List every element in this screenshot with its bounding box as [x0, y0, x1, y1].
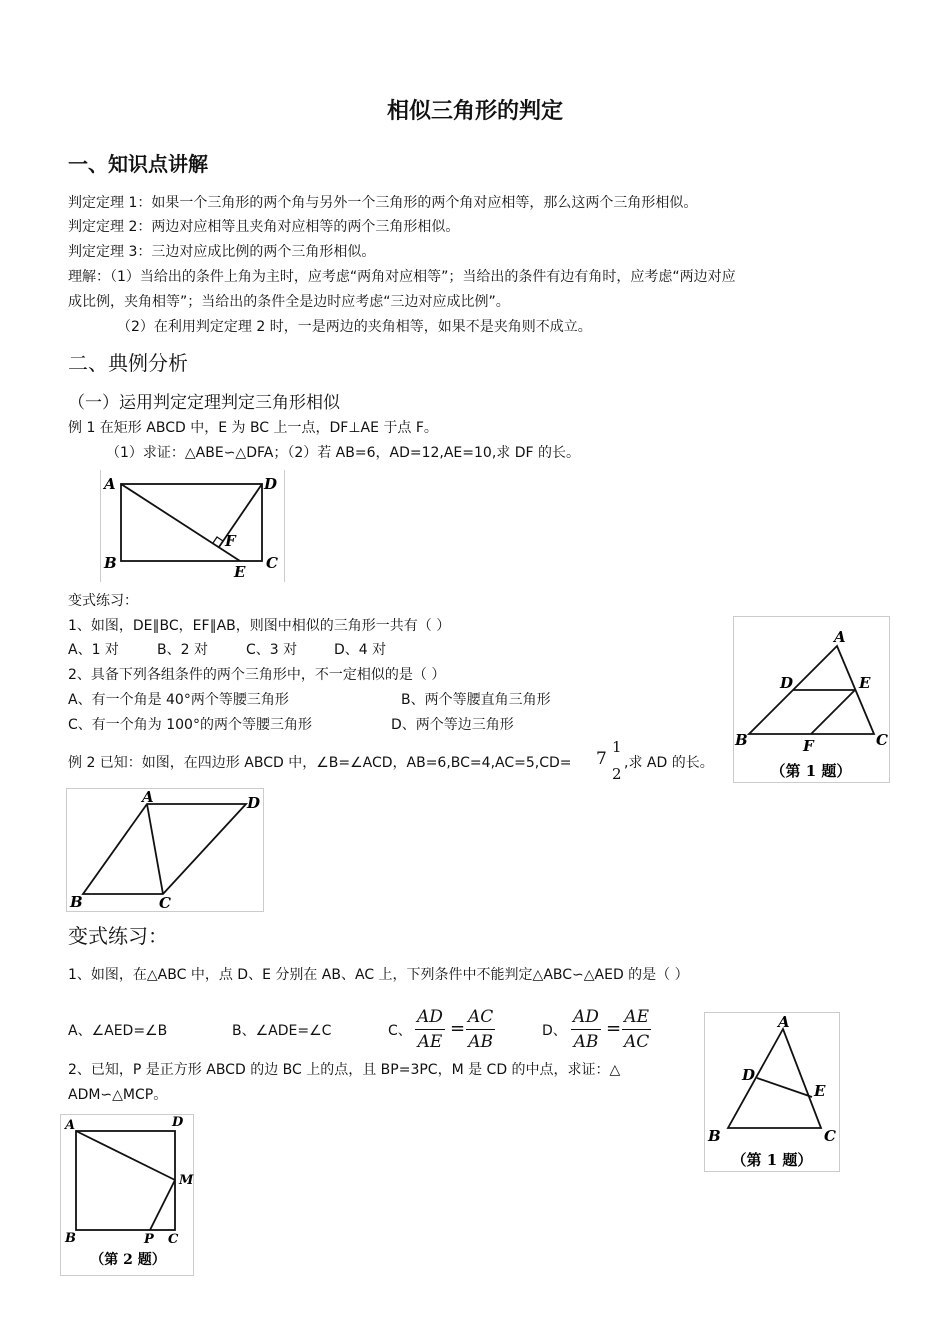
fraction-numerator: AD [571, 1005, 601, 1030]
example-1-figure [100, 470, 285, 582]
equals-sign: = [606, 1018, 622, 1039]
understanding-line-3: （2）在利用判定定理 2 时，一是两边的夹角相等，如果不是夹角则不成立。 [117, 319, 592, 335]
mixed-number-denominator: 2 [612, 765, 622, 783]
theorem-1: 判定定理 1：如果一个三角形的两个角与另外一个三角形的两个角对应相等，那么这两个三角形相似。 [68, 195, 698, 211]
understanding-line-1: 理解：（1）当给出的条件上角为主时，应考虑“两角对应相等”；当给出的条件有边有角时，应考虑“两边对应 [68, 269, 736, 285]
fraction-denominator: AB [573, 1032, 599, 1052]
fraction-denominator: AB [468, 1032, 494, 1052]
variation-q2: 2、具备下列各组条件的两个三角形中，不一定相似的是（ ） [68, 667, 446, 683]
fraction-numerator: AE [622, 1005, 651, 1030]
figure-caption: （第 1 题） [770, 762, 852, 780]
label-a: A [834, 628, 846, 646]
fraction-numerator: AC [466, 1005, 495, 1030]
label-a: A [65, 1118, 76, 1133]
figure-q1-triangle-def [733, 616, 890, 783]
label-b: B [104, 554, 117, 572]
label-c: C [159, 894, 171, 912]
variation-q1-option-c: C、3 对 [246, 642, 298, 658]
variation-q2-option-a: A、有一个角是 40°两个等腰三角形 [68, 692, 289, 708]
variation-q1-option-d: D、4 对 [334, 642, 387, 658]
variation-heading-2: 变式练习： [68, 924, 168, 948]
section3-q1-option-d-label: D、 [542, 1023, 567, 1039]
figure-section3-q2-square [60, 1114, 194, 1276]
section-heading-examples: 二、典例分析 [68, 351, 188, 375]
page-title: 相似三角形的判定 [386, 99, 563, 124]
fraction-numerator: AD [415, 1005, 445, 1030]
example-2-question: ,求 AD 的长。 [624, 755, 714, 771]
label-c: C [266, 554, 278, 572]
fraction-denominator: AE [417, 1032, 443, 1052]
label-p: P [144, 1232, 154, 1247]
example-1-questions: （1）求证：△ABE∽△DFA；（2）若 AB=6，AD=12,AE=10,求 DF 的长。 [106, 445, 581, 461]
variation-q2-option-b: B、两个等腰直角三角形 [401, 692, 551, 708]
section3-q2-line-1: 2、已知，P 是正方形 ABCD 的边 BC 上的点，且 BP=3PC，M 是 CD 的中点，求证：△ [68, 1062, 621, 1078]
figure-caption: （第 2 题） [90, 1252, 166, 1268]
variation-q1: 1、如图，DE∥BC，EF∥AB，则图中相似的三角形一共有（ ） [68, 618, 451, 634]
label-b: B [65, 1231, 76, 1246]
example-1-statement: 例 1 在矩形 ABCD 中，E 为 BC 上一点，DF⊥AE 于点 F。 [68, 420, 438, 436]
fraction-denominator: AC [624, 1032, 650, 1052]
understanding-line-2: 成比例，夹角相等”；当给出的条件全是边时应考虑“三边对应成比例”。 [68, 294, 510, 310]
label-a: A [104, 475, 116, 493]
section-heading-knowledge: 一、知识点讲解 [68, 152, 208, 176]
label-d: D [780, 674, 794, 692]
label-c: C [168, 1232, 179, 1247]
label-b: B [735, 731, 748, 749]
example-2-figure [66, 788, 264, 912]
label-e: E [234, 563, 246, 581]
label-d: D [247, 794, 261, 812]
label-f: F [225, 532, 236, 550]
variation-q2-option-d: D、两个等边三角形 [391, 717, 514, 733]
option-d-fraction-left [571, 1005, 601, 1054]
label-a: A [778, 1013, 790, 1031]
label-b: B [708, 1127, 721, 1145]
label-f: F [803, 737, 814, 755]
label-m: M [179, 1173, 194, 1188]
option-c-fraction-left [415, 1005, 445, 1054]
option-d-fraction-right [622, 1005, 651, 1054]
section3-q1: 1、如图，在△ABC 中，点 D、E 分别在 AB、AC 上，下列条件中不能判定△ABC∽△AED 的是（ ） [68, 967, 689, 983]
theorem-2: 判定定理 2：两边对应相等且夹角对应相等的两个三角形相似。 [68, 219, 460, 235]
label-e: E [814, 1082, 826, 1100]
variation-q2-option-c: C、有一个角为 100°的两个等腰三角形 [68, 717, 312, 733]
section3-q1-option-c-label: C、 [388, 1023, 412, 1039]
section3-q2-line-2: ADM∽△MCP。 [68, 1087, 168, 1103]
label-d: D [264, 475, 278, 493]
label-b: B [70, 893, 83, 911]
example-2-statement: 例 2 已知：如图，在四边形 ABCD 中，∠B=∠ACD，AB=6,BC=4,AC=5,CD= [68, 755, 572, 771]
label-a: A [142, 788, 154, 806]
label-d: D [742, 1066, 756, 1084]
variation-heading-1: 变式练习： [68, 593, 138, 609]
label-d: D [172, 1115, 184, 1130]
theorem-3: 判定定理 3：三边对应成比例的两个三角形相似。 [68, 244, 376, 260]
mixed-number-whole: 7 [596, 749, 607, 769]
mixed-number-numerator: 1 [612, 738, 622, 756]
label-c: C [876, 731, 888, 749]
figure-caption: （第 1 题） [731, 1151, 813, 1169]
variation-q1-option-a: A、1 对 [68, 642, 119, 658]
subsection-heading: （一）运用判定定理判定三角形相似 [68, 393, 340, 413]
section3-q1-option-b: B、∠ADE=∠C [232, 1023, 332, 1039]
label-c: C [824, 1127, 836, 1145]
label-e: E [859, 674, 871, 692]
variation-q1-option-b: B、2 对 [157, 642, 208, 658]
figure-section3-q1-triangle [704, 1012, 840, 1172]
section3-q1-option-a: A、∠AED=∠B [68, 1023, 168, 1039]
option-c-fraction-right [466, 1005, 495, 1054]
equals-sign: = [450, 1018, 466, 1039]
